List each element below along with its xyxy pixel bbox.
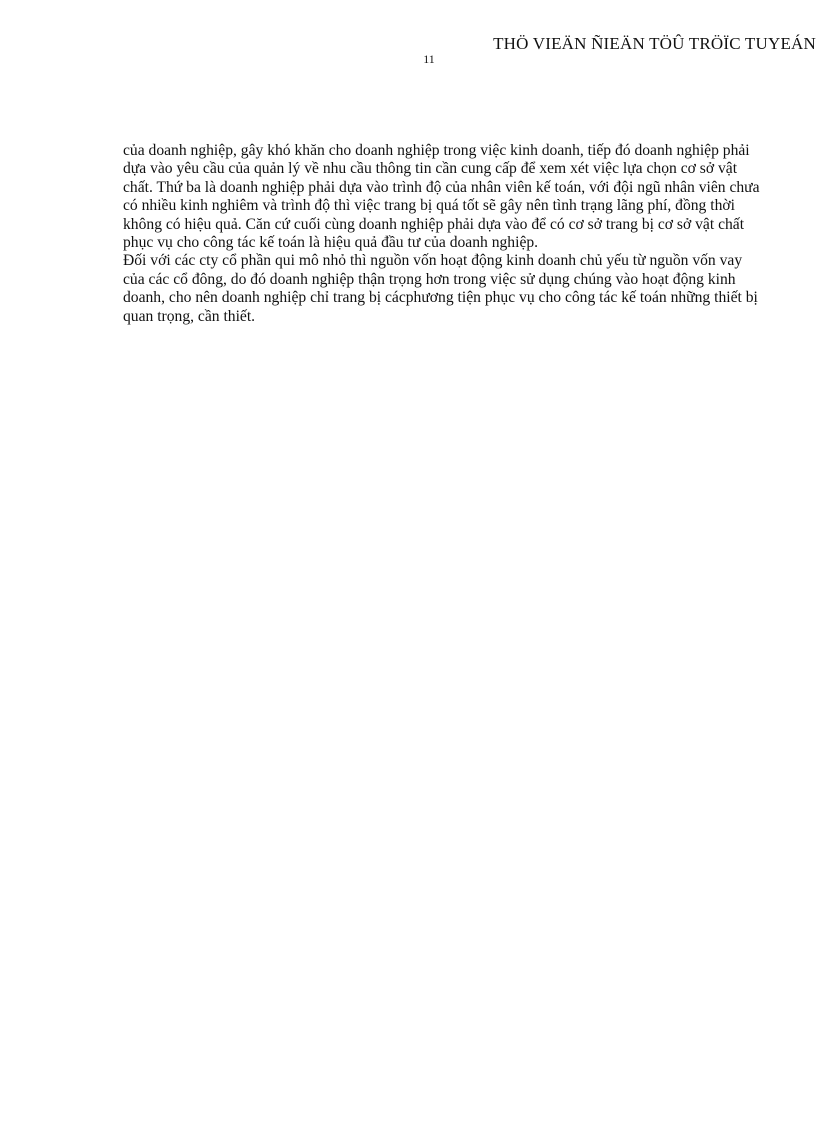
page-number: 11	[423, 52, 435, 66]
paragraph: của doanh nghiệp, gây khó khăn cho doanh nghiệp trong việc kinh doanh, tiếp đó doanh nghiệp phải dựa vào yêu cầu của quản lý về nhu cầu thông tin cần cung cấp để xem xét việc lựa chọn cơ sở vật chất. Thứ ba là doanh nghiệp phải dựa vào trình độ của nhân viên kế toán, với đội ngũ nhân viên chưa có nhiều kinh nghiêm và trình độ thì việc trang bị quá tốt sẽ gây nên tình trạng lãng phí, đồng thời không có hiệu quả. Căn cứ cuối cùng doanh nghiệp phải dựa vào để có cơ sở trang bị cơ sở vật chất phục vụ cho công tác kế toán là hiệu quả đầu tư của doanh nghiệp.	[123, 142, 760, 252]
library-header-title: THÖ VIEÄN ÑIEÄN TÖÛ TRÖÏC TUYEÁN	[493, 34, 816, 53]
paragraph: Đối với các cty cổ phần qui mô nhỏ thì nguồn vốn hoạt động kinh doanh chủ yếu từ nguồn vốn vay của các cổ đông, do đó doanh nghiệp thận trọng hơn trong việc sử dụng chúng vào hoạt động kinh doanh, cho nên doanh nghiệp chỉ trang bị cácphương tiện phục vụ cho công tác kế toán những thiết bị quan trọng, cần thiết.	[123, 252, 758, 325]
document-body	[123, 142, 763, 326]
